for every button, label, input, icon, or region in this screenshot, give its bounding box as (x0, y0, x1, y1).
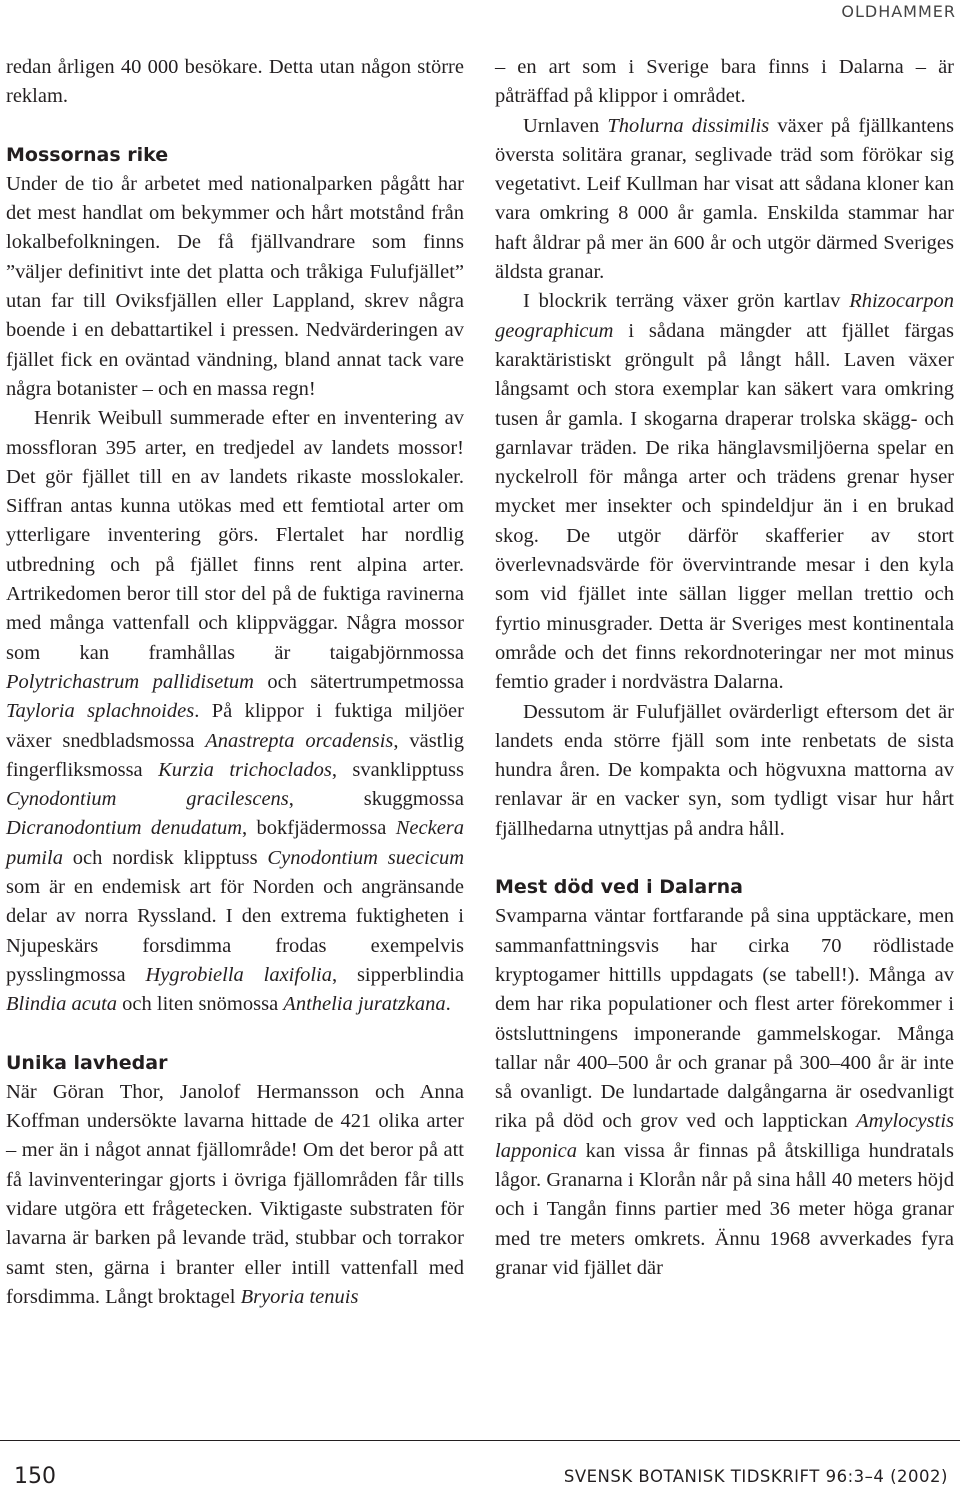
heading-mest-dod-ved: Mest död ved i Dalarna (495, 876, 743, 899)
species-name: Dicranodontium denudatum (6, 817, 243, 840)
heading-mossornas-rike: Mossornas rike (6, 143, 169, 166)
species-name: Bryoria tenuis (240, 1285, 359, 1308)
text: . På klippor i fuktiga miljöer växer snedbladsmossa (6, 700, 464, 752)
text: och liten snömossa (117, 993, 284, 1016)
paragraph-mossor-intro: Under de tio år arbetet med nationalparken pågått har det mest handlat om bekymmer och hårt motstånd från lokalbefolkningen. De få fjällvandrare som finns ”väljer definitivt inte det platta och tråkiga Fulufjället” utan far till Oviksfjällen eller Lappland, skrev några boende i en debattartikel i pressen. Nedvärderingen av fjället fick en oväntad vändning, bland annat tack vare några botanister – och en massa regn! (6, 172, 464, 400)
text: och sätertrumpetmossa (253, 670, 464, 693)
species-name: Blindia acuta (6, 993, 118, 1016)
spacer (495, 844, 954, 873)
text: i sådana mängder att fjället färgas karaktäristiskt gröngult på långt håll. Laven växer långsamt och stora exemplar kan säkert vara omkring tusen år gamla. I skogarna draperar trolska skägg- och garnlavar träden. De rika hänglavsmiljöerna spelar en nyckelroll för många arter och trädens grenar hyser mycket mer insekter och spindeldjur än i en brukad skog. De utgör därför skafferier av stort överlevnadsvärde för övervintrande mesar i den kyla som vid fjället inte sällan ligger mellan trettio och fyrtio minusgrader. Detta är Sveriges mest kontinentala område och det finns rekordnoteringar ner mot minus femtio grader i nordvästra Dalarna. (495, 319, 954, 694)
text: Svamparna väntar fortfarande på sina upptäckare, men sammanfattningsvis har cirka 70 rödlistade kryptogamer hittills uppdagats (se tabell!). Många av dem har rika populationer och flest arter förekommer i östsluttningens imponerande gammelskogar. Många tallar når 400–500 år och granar på 300–400 år är inte så ovanligt. De lundartade dalgångarna är osedvanligt rika på död och grov ved och lapptickan (495, 905, 954, 1133)
species-name: Tayloria splachnoides (6, 700, 195, 723)
text: , sipperblindia (331, 963, 464, 986)
paragraph-renlavar: Dessutom är Fulufjället ovärderligt eftersom det är landets enda större fjäll som inte renbetats de sista hundra åren. De kompakta och högvuxna mattorna av renlavar är en vacker syn, som tydligt visar hur hårt fjällhedarna utnyttjas på andra håll. (495, 700, 954, 840)
species-name: Cynodontium gracilescens (6, 788, 289, 811)
spacer (6, 112, 464, 141)
species-name: Polytrichastrum pallidisetum (6, 670, 254, 693)
text: , svanklipptuss (331, 758, 464, 781)
species-name: Amylocystis lapponica (495, 1110, 954, 1162)
species-name: Anthelia juratzkana (283, 993, 446, 1016)
text: , västlig fingerfliksmossa (6, 729, 465, 781)
text: kan vissa år finnas på åtskilliga hundratals lågor. Granarna i Klorån når på sina håll 40 meters höjd och i Tangån finns partier med 36 meter höga granar med tre meters omkrets. Ännu 1968 avverkades fyra granar vid fjället där (495, 1139, 954, 1279)
paragraph-bryoria-continued: – en art som i Sverige bara finns i Dalarna – är påträffad på klippor i området. (495, 56, 954, 108)
text: , bokfjädermossa (242, 817, 396, 840)
text: I blockrik terräng växer grön kartlav (523, 290, 850, 313)
text: växer på fjällkantens översta solitära granar, seglivade träd som förökar sig vegetativt. Leif Kullman har visat att sådana kloner kan vara omkring 8 000 år gamla. Enskilda stammar har haft åldrar på mer än 600 år och utgör därmed Sveriges äldsta granar. (495, 114, 954, 284)
paragraph-lavar (6, 1078, 464, 1312)
left-column (6, 53, 464, 1312)
running-head: OLDHAMMER (841, 2, 956, 21)
paragraph-continued: redan årligen 40 000 besökare. Detta utan någon större reklam. (6, 56, 464, 108)
paragraph-kartlav (495, 287, 954, 697)
text: Urnlaven (523, 114, 608, 137)
text: som är en endemisk art för Norden och angränsande delar av norra Ryssland. I den extrema fuktigheten i Njupeskärs forsdimma frodas exempelvis pysslingmossa (6, 876, 464, 986)
right-column (495, 53, 954, 1283)
spacer (6, 1020, 464, 1049)
species-name: Cynodontium suecicum (267, 846, 464, 869)
species-name: Anastrepta orcadensis (205, 729, 394, 752)
species-name: Kurzia trichoclados (158, 758, 332, 781)
species-name: Tholurna dissimilis (607, 114, 770, 137)
journal-citation: SVENSK BOTANISK TIDSKRIFT 96:3–4 (2002) (563, 1467, 948, 1486)
species-name: Rhizocarpon geographicum (495, 290, 954, 342)
species-name: Hygrobiella laxifolia (145, 963, 332, 986)
paragraph-mossfloran (6, 404, 464, 1019)
paragraph-svampar (495, 902, 954, 1283)
text: och nordisk klipptuss (62, 846, 268, 869)
heading-unika-lavhedar: Unika lavhedar (6, 1051, 168, 1074)
page-number: 150 (14, 1464, 56, 1489)
text: . (445, 993, 451, 1016)
footer-rule (0, 1440, 960, 1441)
species-name: Neckera pumila (6, 817, 465, 869)
text: När Göran Thor, Janolof Hermansson och Anna Koffman undersökte lavarna hittade de 421 olika arter – mer än i något annat fjällområde! Om det beror på att få lavinventeringar gjorts i övriga fjällområden får tills vidare utgöra ett frågetecken. Viktigaste substraten för lavarna är barken på levande träd, stubbar och torrakor samt sten, gärna i branter eller intill vattenfall med forsdimma. Långt broktagel (6, 1080, 464, 1308)
text: , skuggmossa (288, 788, 464, 811)
text: Henrik Weibull summerade efter en inventering av mossfloran 395 arter, en tredjedel av landets mossor! Det gör fjället till en av landets rikaste mosslokaler. Siffran antas kunna utökas med ett femtiotal arter om ytterligare inventering görs. Flertalet har nordlig utbredning och på fjället finns rent alpina arter. Artrikedomen beror till stor del på de fuktiga ravinerna med många vattenfall och klippväggar. Några mossor som kan framhållas är taigabjörnmossa (6, 407, 464, 664)
paragraph-urnlaven (495, 112, 954, 288)
